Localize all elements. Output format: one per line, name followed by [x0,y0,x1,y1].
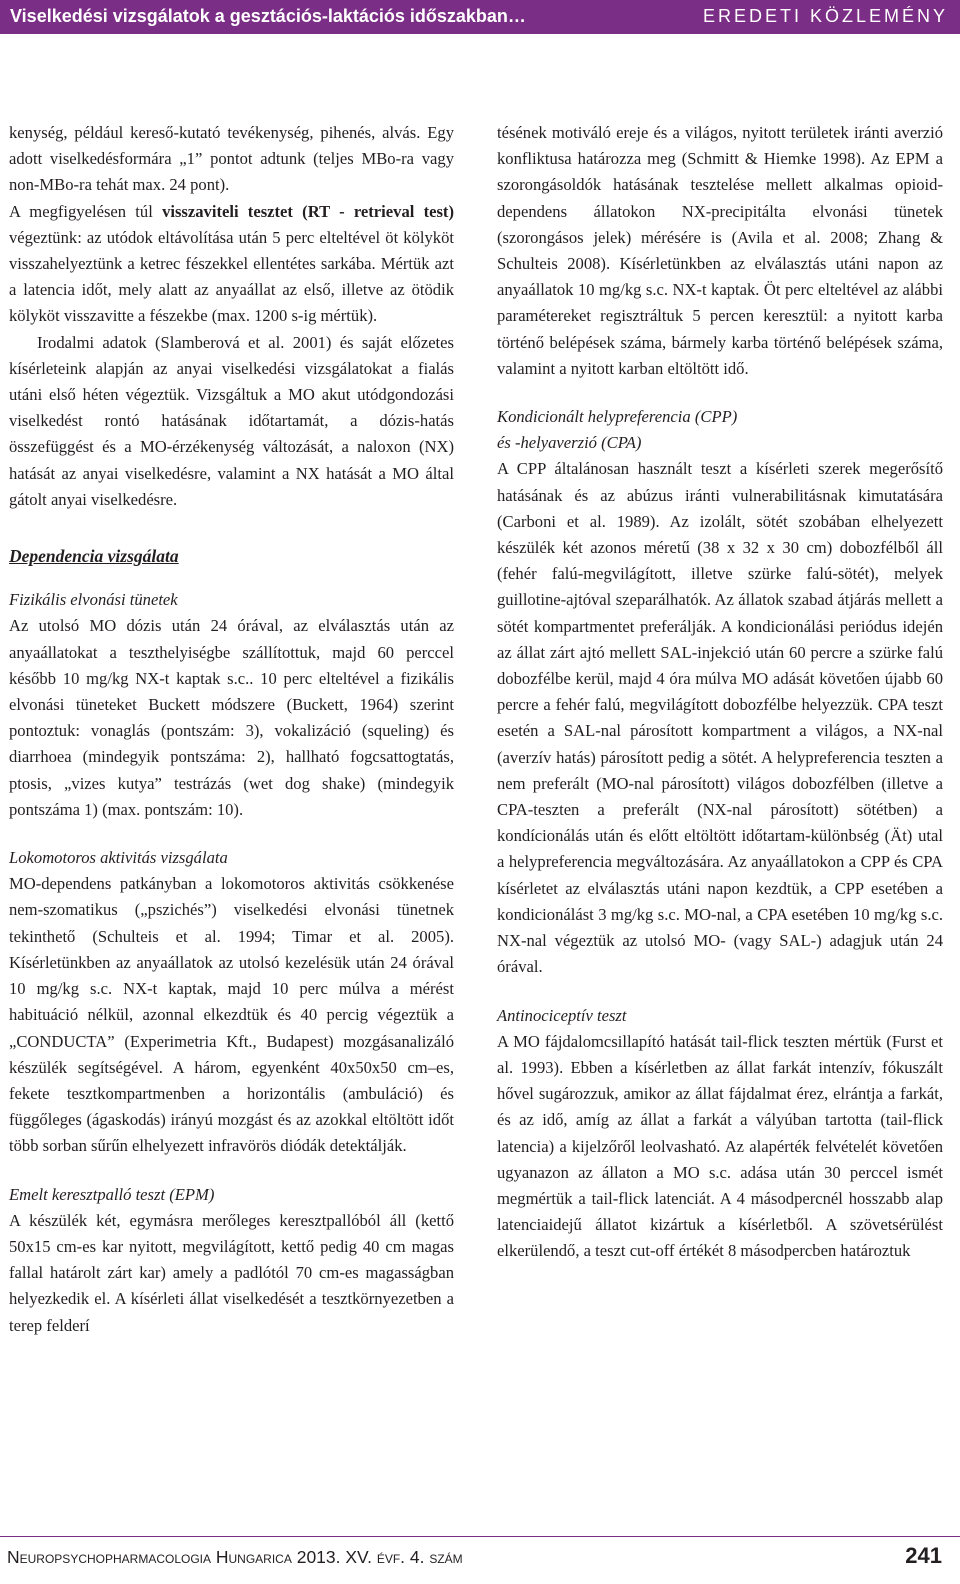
paragraph: Az utolsó MO dózis után 24 órával, az elválasztás után az anyaállatokat a teszthelyiségbe szállítottuk, majd 60 perccel később 10 mg/kg NX-t kaptak s.c.. 10 perc elteltével a fizikális elvonási tüneteket Buckett módszere (Buckett, 1964) szerint pontoztuk: vonaglás (pontszám: 3), vokalizáció (squeling) és diarrhoea (mindegyik pontszáma: 2), hallható fogcsattogtatás, ptosis, „vizes kutya” testrázás (wet dog shake) (mindegyik pontszáma 1) (max. pontszám: 10). [9,616,454,819]
paragraph: Irodalmi adatok (Slamberová et al. 2001) és saját előzetes kísérleteink alapján az anyai viselkedési vizsgálatokat a fialás utáni első héten végeztük. Vizsgáltuk a MO akut utódgondozási viselkedést rontó hatásának időtartamát, a dózis-hatás összefüggést és a MO-érzékenység változását, a naloxon (NX) hatását az anyai viselkedésre, valamint a NX hatását a MO által gátolt anyai viselkedésre. [9,332,454,509]
paragraph [9,199,454,330]
running-header [0,0,960,34]
subsection-heading: Emelt keresztpalló teszt (EPM) [9,1184,215,1204]
running-title: Viselkedési vizsgálatok a gesztációs-laktációs időszakban… [10,6,526,26]
subsection-heading: Fizikális elvonási tünetek [9,590,178,610]
bold-term: visszaviteli tesztet (RT - retrieval test) [162,201,454,221]
subsection-heading: Antinociceptív teszt [497,1005,627,1025]
paragraph: A CPP általánosan használt teszt a kísérleti szerek megerősítő hatásának és az abúzus iránti vulnerabilitásnak kimutatására (Carboni et al. 1989). Az izolált, sötét szobában elhelyezett készülék két azonos méretű (38 x 32 x 30 cm) dobozfélből áll (fehér falú-megvilágított, illetve szürke falú-sötét), melyek guillotine-ajtóval szeparálhatók. Az állatok szabad átjárás mellett a sötét kompartmentet preferálják. A kondicionálási periódus idején az állat zárt ajtó mellett SAL-injekció után 60 percre a szürke falú dobozfélbe kerül, majd 4 óra múlva MO adását követően újabb 60 percre a fehér falú, megvilágított dobozfélbe helyezzük. CPA teszt esetén a SAL-nal párosított kompartment a világos, a NX-nal (averzív hatás) párosított pedig a sötét. A helypreferencia teszten a nem preferált (MO-nal párosított) világos dobozfélben (illetve a CPA-teszten a preferált (NX-nal párosított) sötétben) a kondícionálás után és előtt eltöltött időtartam-különbség (Ät) utal a helypreferencia megváltozására. Az anyaállatokon a CPP és CPA kísérletet az elválasztás utáni napon kezdtük, a CPP esetében a kondicionálást 3 mg/kg s.c. MO-nal, a CPA esetében 10 mg/kg s.c. NX-nal végeztük az utolsó MO- (vagy SAL-) adagjuk után 24 órával. [497,459,943,977]
footer-journal: Neuropsychopharmacologia Hungarica 2013. XV. évf. 4. szám [7,1547,463,1567]
paragraph: MO-dependens patkányban a lokomotoros aktivitás csökkenése nem-szomatikus („pszichés”) viselkedési elvonási tünetnek tekinthető (Schulteis et al. 1994; Timar et al. 2005). Kísérletünkben az anyaállatok az utolsó kezelésük után 24 órával 10 mg/kg s.c. NX-t kaptak, majd 10 perc múlva a mérést habituáció nélkül, azonnal elkezdtük és 40 percig végeztük a „CONDUCTA” (Experimetria Kft., Budapest) mozgásanalizáló készülék segítségével. A három, egyenként 40x50x50 cm–es, fekete tesztkompartmenben a horizontális (ambuláció) és függőleges (ágaskodás) irányú mozgást és az azokkal eltöltött időt több sorban sűrűn elhelyezett infravörös diódák detektálják. [9,874,454,1156]
paragraph: kenység, például kereső-kutató tevékenység, pihenés, alvás. Egy adott viselkedésformára „1” pontot adtunk (teljes MBo-ra vagy non-MBo-ra tehát max. 24 pont). [9,123,454,195]
paragraph: A készülék két, egymásra merőleges keresztpallóból áll (kettő 50x15 cm-es kar nyitott, megvilágított, kettő pedig 40 cm magas fallal határolt zárt kar) amely a padlótól 70 cm-es magasságban helyezkedik el. A kísérleti állat viselkedését a tesztkörnyezetben a terep felderí [9,1210,454,1335]
page-number: 241 [905,1543,942,1568]
footer-divider [0,1536,960,1537]
subsection-heading: Kondicionált helypreferencia (CPP) [497,407,738,427]
paragraph-text: végeztünk: az utódok eltávolítása után 5 perc elteltével öt kölyköt visszahelyeztünk a ketrec fészekkel ellentétes sarkába. Mértük azt a latencia időt, mely alatt az anyaállat az első, illetve az ötödik kölyköt visszavitte a fészekbe (max. 1200 s-ig mértük). [9,227,454,326]
section-label: EREDETI KÖZLEMÉNY [702,6,948,26]
section-title: Dependencia vizsgálata [9,546,179,567]
right-column [497,120,943,1265]
subsection-heading: Lokomotoros aktivitás vizsgálata [9,848,228,868]
paragraph-text: A megfigyelésen túl [9,201,153,221]
paragraph: A MO fájdalomcsillapító hatását tail-flick teszten mértük (Furst et al. 1993). Ebben a kísérletben az állat farkát intenzív, fókuszált hővel sugározzuk, amikor az állat fájdalmat érez, elrántja a farkát, és az idő, amíg az állat a farkát a vályúban tartotta (tail-flick latencia) a kijelzőről leolvasható. Az alapérték felvételét követően ugyanazon az állaton a MO s.c. adása után 30 perccel ismét megmértük a tail-flick latenciát. A 4 másodpercnél hosszabb alap latenciaidejű állatot kizártuk a kísérletből. A szövetsérülést elkerülendő, a teszt cut-off értékét 8 másodpercben határoztuk [497,1031,943,1261]
left-column [9,120,454,1339]
subsection-heading: és -helyaverzió (CPA) [497,433,642,453]
paragraph: tésének motiváló ereje és a világos, nyitott területek iránti averzió konfliktusa határozza meg (Schmitt & Hiemke 1998). Az EPM a szorongásoldók hatásának tesztelése mellett alkalmas opioid-dependens állatokon NX-precipitálta elvonási tünetek (szorongásos jelek) mérésére is (Avila et al. 2008; Zhang & Schulteis 2008). Kísérletünkben az elválasztás utáni napon az anyaállatok 10 mg/kg s.c. NX-t kaptak. Öt perc elteltével az alábbi paramétereket regisztráltuk 5 percen keresztül: a nyitott karba történő belépések száma, bármely karba történő belépések száma, valamint a nyitott karban eltöltött idő. [497,123,943,378]
